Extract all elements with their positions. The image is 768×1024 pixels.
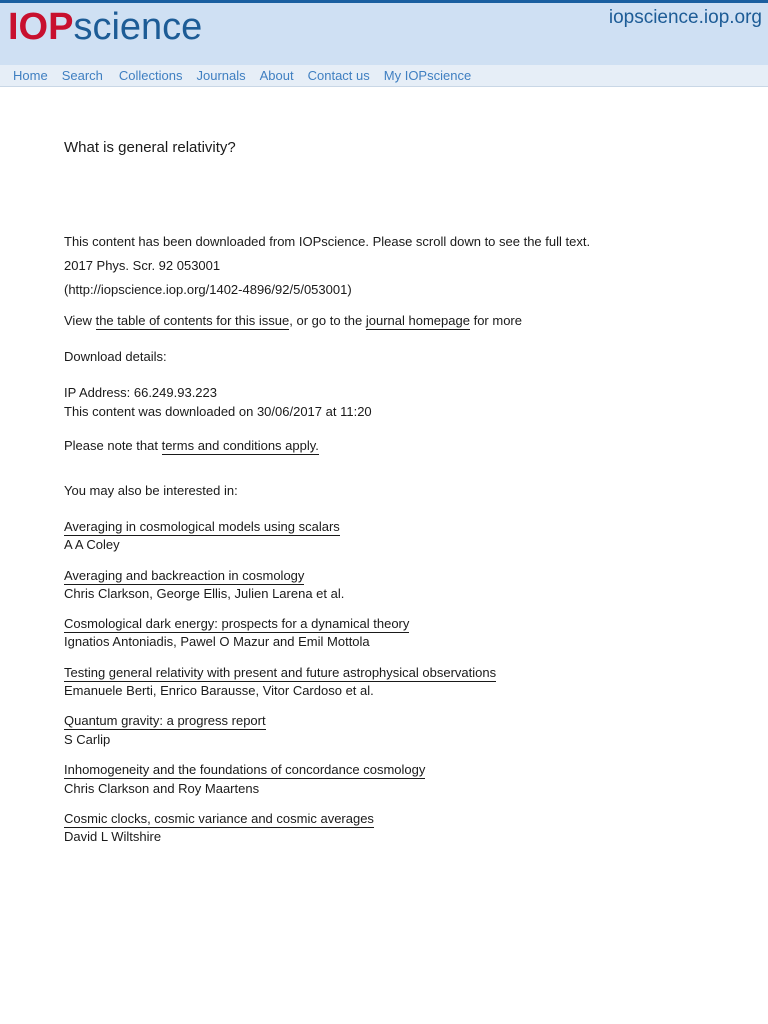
related-title-6 <box>64 762 425 777</box>
related-authors-1: A A Coley <box>64 537 120 552</box>
ip-address: IP Address: 66.249.93.223 <box>64 385 217 400</box>
related-title-2 <box>64 568 304 583</box>
related-link[interactable]: Averaging in cosmological models using scalars <box>64 519 340 534</box>
related-title-5 <box>64 713 266 728</box>
related-heading: You may also be interested in: <box>64 483 238 498</box>
terms-prefix: Please note that <box>64 438 158 453</box>
view-suffix: for more <box>473 313 522 328</box>
nav-contact-us[interactable]: Contact us <box>307 68 370 83</box>
citation: 2017 Phys. Scr. 92 053001 <box>64 258 221 273</box>
related-link[interactable]: Quantum gravity: a progress report <box>64 713 266 728</box>
terms-link[interactable]: terms and conditions apply. <box>161 438 319 453</box>
related-authors-5: S Carlip <box>64 732 111 747</box>
article-url: (http://iopscience.iop.org/1402-4896/92/5/053001) <box>64 282 352 297</box>
site-header <box>0 3 768 65</box>
nav-search[interactable]: Search <box>61 68 103 83</box>
nav-home[interactable]: Home <box>13 68 48 83</box>
nav-about[interactable]: About <box>259 68 294 83</box>
related-title-1 <box>64 519 340 534</box>
related-link[interactable]: Cosmological dark energy: prospects for a dynamical theory <box>64 616 410 631</box>
related-title-3 <box>64 616 409 631</box>
nav-collections[interactable]: Collections <box>118 68 183 83</box>
related-authors-6: Chris Clarkson and Roy Maartens <box>64 781 260 796</box>
logo-iop: IOP <box>8 6 74 48</box>
main-nav <box>0 65 768 87</box>
related-authors-3: Ignatios Antoniadis, Pawel O Mazur and Emil Mottola <box>64 634 370 649</box>
logo-science: science <box>73 6 203 48</box>
related-link[interactable]: Cosmic clocks, cosmic variance and cosmic averages <box>64 811 374 826</box>
download-details-heading: Download details: <box>64 349 167 364</box>
site-url[interactable]: iopscience.iop.org <box>608 7 762 28</box>
terms-line <box>64 438 319 453</box>
view-middle: , or go to the <box>289 313 363 328</box>
journal-homepage-link[interactable]: journal homepage <box>365 313 470 328</box>
downloaded-on: This content was downloaded on 30/06/2017 at 11:20 <box>64 404 372 419</box>
article-title: What is general relativity? <box>64 139 236 156</box>
toc-link[interactable]: the table of contents for this issue <box>95 313 290 328</box>
iopscience-logo[interactable] <box>8 5 202 49</box>
download-note: This content has been downloaded from IOPscience. Please scroll down to see the full text. <box>64 234 591 249</box>
view-prefix: View <box>64 313 92 328</box>
related-authors-4: Emanuele Berti, Enrico Barausse, Vitor Cardoso et al. <box>64 683 374 698</box>
nav-journals[interactable]: Journals <box>196 68 246 83</box>
related-link[interactable]: Averaging and backreaction in cosmology <box>64 568 305 583</box>
related-link[interactable]: Testing general relativity with present and future astrophysical observations <box>64 665 497 680</box>
related-link[interactable]: Inhomogeneity and the foundations of concordance cosmology <box>64 762 426 777</box>
view-line <box>64 313 522 328</box>
nav-my-iopscience[interactable]: My IOPscience <box>383 68 472 83</box>
related-authors-7: David L Wiltshire <box>64 829 162 844</box>
related-title-7 <box>64 811 374 826</box>
related-authors-2: Chris Clarkson, George Ellis, Julien Larena et al. <box>64 586 345 601</box>
related-title-4 <box>64 665 496 680</box>
